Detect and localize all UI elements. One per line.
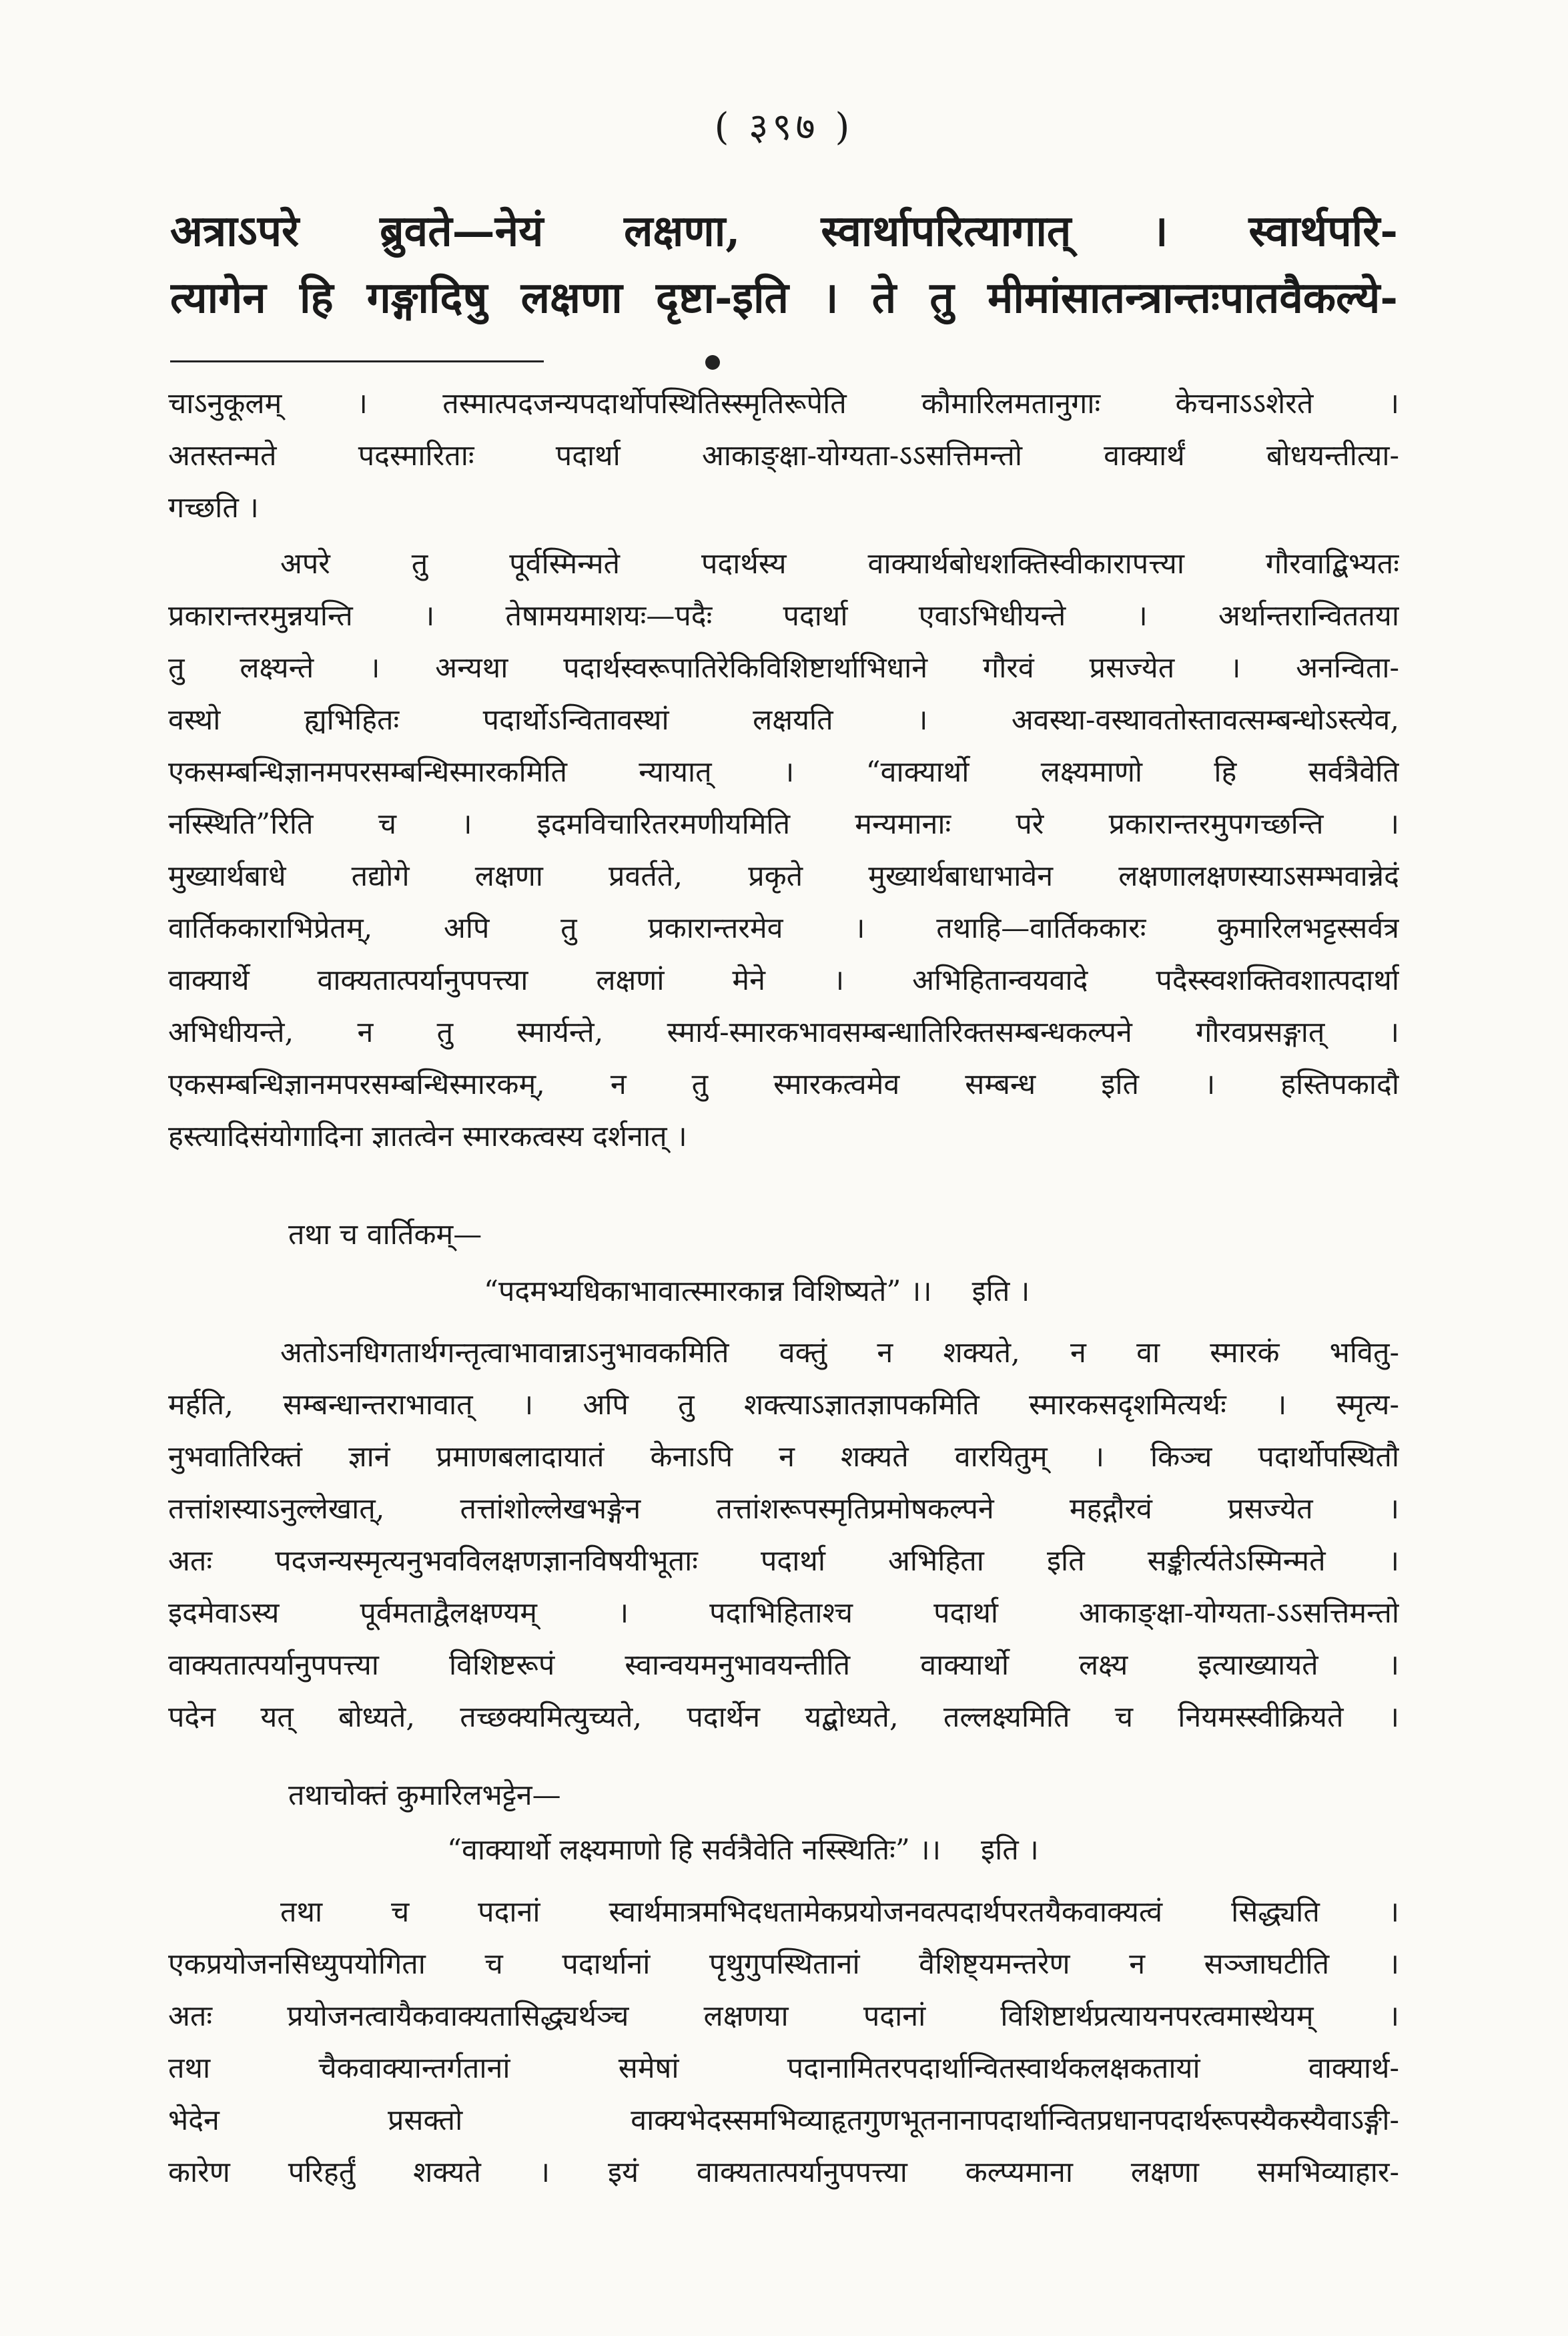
quote-text: “पदमभ्यधिकाभावात्स्मारकान्न विशिष्यते” ।। <box>484 1275 932 1308</box>
main-text-line: त्यागेन हि गङ्गादिषु लक्षणा दृष्टा-इति । ते तु मीमांसातन्त्रान्तःपातवैकल्ये- <box>170 273 1398 323</box>
footnote-line: वस्थो ह्यभिहितः पदार्थोऽन्वितावस्थां लक्षयति । अवस्था-वस्थावतोस्तावत्सम्बन्धोऽस्त्येव, <box>168 703 1399 737</box>
footnote-line: इदमेवाऽस्य पूर्वमताद्वैलक्षण्यम् । पदाभिहिताश्च पदार्था आकाङ्क्षा-योग्यता-ऽऽसत्तिमन्तो <box>168 1596 1399 1630</box>
footnote-line: मर्हति, सम्बन्धान्तराभावात् । अपि तु शक्त्याऽज्ञातज्ञापकमिति स्मारकसदृशमित्यर्थः । स्मृत्य- <box>168 1388 1399 1422</box>
footnote-line: अतः पदजन्यस्मृत्यनुभवविलक्षणज्ञानविषयीभूताः पदार्था अभिहिता इति सङ्कीर्त्यतेऽस्मिन्मते । <box>168 1544 1399 1578</box>
footnote-line: प्रकारान्तरमुन्नयन्ति । तेषामयमाशयः—पदैः पदार्था एवाऽभिधीयन्ते । अर्थान्तरान्विततया <box>168 599 1399 633</box>
footnote-line: नुभवातिरिक्तं ज्ञानं प्रमाणबलादायातं केनाऽपि न शक्यते वारयितुम् । किञ्च पदार्थोपस्थितौ <box>168 1440 1399 1474</box>
main-text-line: अत्राऽपरे ब्रुवते—नेयं लक्षणा, स्वार्थापरित्यागात् । स्वार्थपरि- <box>170 206 1398 256</box>
footnote-line: गच्छति । <box>168 491 259 525</box>
footnote-line: अपरे तु पूर्वस्मिन्मते पदार्थस्य वाक्यार्थबोधशक्तिस्वीकारापत्त्या गौरवाद्बिभ्यतः <box>280 547 1399 581</box>
footnote-line: एकसम्बन्धिज्ञानमपरसम्बन्धिस्मारकम्, न तु स्मारकत्वमेव सम्बन्ध इति । हस्तिपकादौ <box>168 1068 1399 1101</box>
footnote-line: वाक्यतात्पर्यानुपपत्त्या विशिष्टरूपं स्वान्वयमनुभावयन्तीति वाक्यार्थो लक्ष्य इत्याख्यायते । <box>168 1649 1399 1682</box>
footnote-line: चाऽनुकूलम् । तस्मात्पदजन्यपदार्थोपस्थितिस्स्मृतिरूपेति कौमारिलमतानुगाः केचनाऽऽशेरते । <box>168 387 1399 420</box>
footnote-line: अतः प्रयोजनत्वायैकवाक्यतासिद्ध्यर्थञ्च लक्षणया पदानां विशिष्टार्थप्रत्यायनपरत्वमास्थेयम् । <box>168 2000 1399 2033</box>
footnote-line: तथा च पदानां स्वार्थमात्रमभिदधतामेकप्रयोजनवत्पदार्थपरतयैकवाक्यत्वं सिद्ध्यति । <box>280 1895 1399 1929</box>
footnote-line: अतोऽनधिगतार्थगन्तृत्वाभावान्नाऽनुभावकमिति वक्तुं न शक्यते, न वा स्मारकं भवितु- <box>280 1336 1399 1370</box>
footnote-line: एकसम्बन्धिज्ञानमपरसम्बन्धिस्मारकमिति न्यायात् । “वाक्यार्थो लक्ष्यमाणो हि सर्वत्रैवेति <box>168 756 1399 789</box>
footnote-line: मुख्यार्थबाधे तद्योगे लक्षणा प्रवर्तते, प्रकृते मुख्यार्थबाधाभावेन लक्षणालक्षणस्याऽसम्भवान्नेदं <box>168 860 1399 893</box>
quote-intro: तथा च वार्तिकम्— <box>288 1218 482 1251</box>
footnote-line: तु लक्ष्यन्ते । अन्यथा पदार्थस्वरूपातिरेकिविशिष्टार्थाभिधाने गौरवं प्रसज्येत । अनन्विता- <box>168 651 1399 685</box>
footnote-line: नस्स्थिति”रिति च । इदमविचारितरमणीयमिति मन्यमानाः परे प्रकारान्तरमुपगच्छन्ति । <box>168 808 1399 841</box>
verse-quote <box>447 1829 1039 1868</box>
footnote-line: वाक्यार्थे वाक्यतात्पर्यानुपपत्त्या लक्षणां मेने । अभिहितान्वयवादे पदैस्स्वशक्तिवशात्पदार्था <box>168 964 1399 997</box>
ink-dot <box>705 355 720 370</box>
footnote-line: अतस्तन्मते पदस्मारिताः पदार्था आकाङ्क्षा-योग्यता-ऽऽसत्तिमन्तो वाक्यार्थं बोधयन्तीत्या- <box>168 439 1399 473</box>
footnote-line: भेदेन प्रसक्तो वाक्यभेदस्समभिव्याहृतगुणभूतनानापदार्थान्वितप्रधानपदार्थरूपस्यैकस्यैवाऽङ्गी- <box>168 2104 1399 2137</box>
footnote-line: एकप्रयोजनसिध्युपयोगिता च पदार्थानां पृथुगुपस्थितानां वैशिष्ट्यमन्तरेण न सञ्जाघटीति । <box>168 1948 1399 1981</box>
footnote-separator <box>170 360 544 362</box>
quote-text: “वाक्यार्थो लक्ष्यमाणो हि सर्वत्रैवेति नस्स्थितिः” ।। <box>447 1833 941 1867</box>
footnote-line: पदेन यत् बोध्यते, तच्छक्यमित्युच्यते, पदार्थेन यद्बोध्यते, तल्लक्ष्यमिति च नियमस्स्वीक्रियते । <box>168 1701 1399 1734</box>
quote-intro: तथाचोक्तं कुमारिलभट्टेन— <box>288 1779 561 1812</box>
footnote-line: तत्तांशस्याऽनुल्लेखात्, तत्तांशोल्लेखभङ्गेन तत्तांशरूपस्मृतिप्रमोषकल्पने महद्गौरवं प्रसज्येत । <box>168 1492 1399 1526</box>
quote-iti: इति । <box>971 1275 1030 1308</box>
quote-iti: इति । <box>981 1833 1039 1867</box>
footnote-line: वार्तिककाराभिप्रेतम्, अपि तु प्रकारान्तरमेव । तथाहि—वार्तिककारः कुमारिलभट्टस्सर्वत्र <box>168 912 1399 945</box>
footnote-line: हस्त्यादिसंयोगादिना ज्ञातत्वेन स्मारकत्वस्य दर्शनात् । <box>168 1120 687 1153</box>
verse-quote <box>484 1270 1030 1309</box>
footnote-line: तथा चैकवाक्यान्तर्गतानां समेषां पदानामितरपदार्थान्वितस्वार्थकलक्षकतायां वाक्यार्थ- <box>168 2052 1399 2085</box>
footnote-line: कारेण परिहर्तुं शक्यते । इयं वाक्यतात्पर्यानुपपत्त्या कल्प्यमाना लक्षणा समभिव्याहार- <box>168 2156 1399 2189</box>
footnote-line: अभिधीयन्ते, न तु स्मार्यन्ते, स्मार्य-स्मारकभावसम्बन्धातिरिक्तसम्बन्धकल्पने गौरवप्रसङ्गात् । <box>168 1016 1399 1049</box>
page-number: ( ३९७ ) <box>714 105 854 149</box>
